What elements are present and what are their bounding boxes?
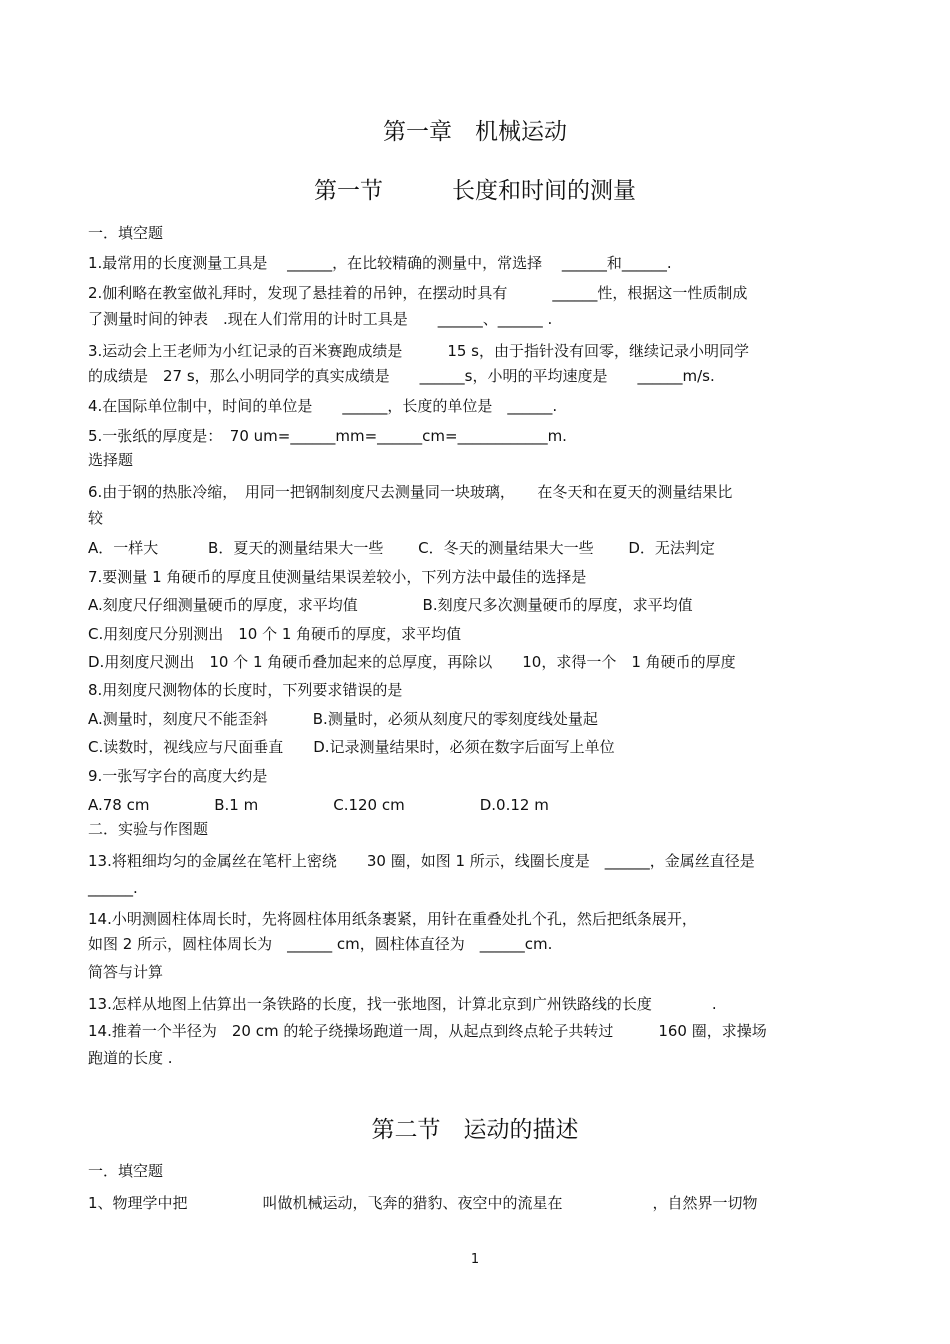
question-13-line-1: 13.将粗细均匀的金属丝在笔杆上密绕 30 圈，如图 1 所示，线圈长度是 ______，金属丝直径是 (88, 852, 755, 870)
question-8-options-ab: A.测量时，刻度尺不能歪斜 B.测量时，必须从刻度尺的零刻度线处量起 (88, 710, 598, 728)
question-8: 8.用刻度尺测物体的长度时，下列要求错误的是 (88, 681, 403, 699)
question-1: 1.最常用的长度测量工具是 ______，在比较精确的测量中，常选择 ______和______. (88, 254, 672, 272)
calculation-heading: 简答与计算 (88, 963, 164, 981)
question-9-options: A.78 cm B.1 m C.120 cm D.0.12 m (88, 796, 549, 814)
calc-question-14-line-1: 14.推着一个半径为 20 cm 的轮子绕操场跑道一周，从起点到终点轮子共转过 160 圈，求操场 (88, 1022, 767, 1040)
calc-question-13: 13.怎样从地图上估算出一条铁路的长度，找一张地图，计算北京到广州铁路线的长度 . (88, 995, 717, 1013)
question-14-line-2: 如图 2 所示，圆柱体周长为 ______ cm，圆柱体直径为 ______cm. (88, 935, 553, 953)
question-2-line-2: 了测量时间的钟表 .现在人们常用的计时工具是 ______、______ . (88, 310, 553, 328)
calc-question-14-line-2: 跑道的长度 . (88, 1049, 173, 1067)
choice-heading: 选择题 (88, 451, 134, 469)
question-6-options: A．一样大 B．夏天的测量结果大一些 C．冬天的测量结果大一些 D．无法判定 (88, 539, 715, 557)
fill-in-heading: 一．填空题 (88, 224, 164, 242)
section-2-question-1: 1、物理学中把 叫做机械运动，飞奔的猎豹、夜空中的流星在 ，自然界一切物 (88, 1194, 758, 1212)
question-6-line-1: 6.由于钢的热胀冷缩， 用同一把钢制刻度尺去测量同一块玻璃， 在冬天和在夏天的测量结果比 (88, 483, 733, 501)
question-2-line-1: 2.伽利略在教室做礼拜时，发现了悬挂着的吊钟，在摆动时具有 ______性，根据这一性质制成 (88, 284, 748, 302)
section-2-title: 第二节 运动的描述 (371, 1117, 579, 1143)
question-7-options-ab: A.刻度尺仔细测量硬币的厚度，求平均值 B.刻度尺多次测量硬币的厚度，求平均值 (88, 596, 693, 614)
question-9: 9.一张写字台的高度大约是 (88, 767, 268, 785)
experiment-heading: 二．实验与作图题 (88, 820, 209, 838)
question-4: 4.在国际单位制中，时间的单位是 ______，长度的单位是 ______. (88, 397, 558, 415)
question-7-option-c: C.用刻度尺分别测出 10 个 1 角硬币的厚度，求平均值 (88, 625, 462, 643)
chapter-title: 第一章 机械运动 (383, 119, 567, 145)
question-7-option-d: D.用刻度尺测出 10 个 1 角硬币叠加起来的总厚度，再除以 10，求得一个 1 角硬币的厚度 (88, 653, 736, 671)
question-6-line-2: 较 (88, 509, 104, 527)
page-number: 1 (470, 1252, 480, 1267)
question-3-line-2: 的成绩是 27 s，那么小明同学的真实成绩是 ______s，小明的平均速度是 ______m/s. (88, 367, 715, 385)
question-13-line-2: ______. (88, 879, 138, 897)
question-14-line-1: 14.小明测圆柱体周长时，先将圆柱体用纸条裹紧，用针在重叠处扎个孔，然后把纸条展开， (88, 910, 697, 928)
question-7: 7.要测量 1 角硬币的厚度且使测量结果误差较小，下列方法中最佳的选择是 (88, 568, 587, 586)
section-2-fill-heading: 一．填空题 (88, 1162, 164, 1180)
question-5: 5.一张纸的厚度是： 70 um=______mm=______cm=____________m. (88, 427, 567, 445)
section-1-title: 第一节 长度和时间的测量 (314, 178, 636, 204)
question-8-options-cd: C.读数时，视线应与尺面垂直 D.记录测量结果时，必须在数字后面写上单位 (88, 738, 615, 756)
question-3-line-1: 3.运动会上王老师为小红记录的百米赛跑成绩是 15 s，由于指针没有回零，继续记录小明同学 (88, 342, 749, 360)
